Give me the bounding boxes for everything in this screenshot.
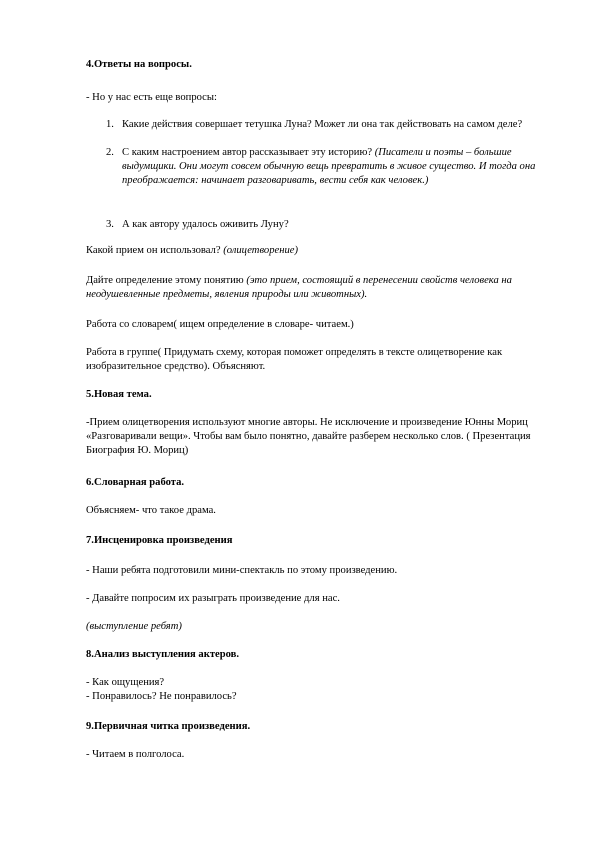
section-8-question-1: - Как ощущения? (86, 677, 165, 688)
list-item (122, 118, 554, 132)
section-5-heading: 5.Новая тема. (86, 389, 152, 400)
dictionary-paragraph: Работа со словарем( ищем определение в словаре- читаем.) (86, 319, 354, 330)
section-8-heading: 8.Анализ выступления актеров. (86, 649, 240, 660)
definition-paragraph (86, 274, 556, 302)
list-item-text: Какие действия совершает тетушка Луна? Может ли она так действовать на самом деле? (122, 119, 523, 130)
section-6-text: Объясняем- что такое драма. (86, 505, 216, 516)
section-9-text: - Читаем в полголоса. (86, 749, 185, 760)
definition-answer: (это прием, состоящий в перенесении свойств человека на неодушевленные предметы, явления природы или животных). (86, 275, 512, 300)
groupwork-paragraph: Работа в группе( Придумать схему, которая поможет определять в тексте олицетворение как изобразительное средство). Объясняют. (86, 347, 503, 372)
device-question (86, 244, 556, 258)
section-7-note: (выступление ребят) (86, 621, 182, 632)
list-item (122, 146, 554, 188)
device-question-text: Какой прием он использовал? (86, 245, 224, 256)
list-item-number: 3. (106, 219, 114, 230)
section-6-heading: 6.Словарная работа. (86, 477, 185, 488)
section-9-heading: 9.Первичная читка произведения. (86, 721, 251, 732)
list-item (122, 218, 554, 232)
list-item-number: 2. (106, 147, 114, 158)
section-7-text-2: - Давайте попросим их разыграть произведение для нас. (86, 593, 340, 604)
device-answer: (олицетворение) (223, 245, 298, 256)
section-7-text-1: - Наши ребята подготовили мини-спектакль по этому произведению. (86, 565, 398, 576)
section-4-heading: 4.Ответы на вопросы. (86, 59, 192, 70)
list-item-text: А как автору удалось оживить Луну? (122, 219, 289, 230)
section-8-question-2: - Понравилось? Не понравилось? (86, 691, 237, 702)
list-item-text: С каким настроением автор рассказывает эту историю? (122, 147, 375, 158)
section-5-text: -Прием олицетворения используют многие авторы. Не исключение и произведение Юнны Мориц «Разговаривали вещи». Чтобы вам было понятно, давайте разберем несколько слов. ( Презентация Биография Ю. Мориц) (86, 417, 531, 456)
definition-text: Дайте определение этому понятию (86, 275, 247, 286)
list-item-number: 1. (106, 119, 114, 130)
section-4-intro: - Но у нас есть еще вопросы: (86, 92, 217, 103)
section-7-heading: 7.Инсценировка произведения (86, 535, 233, 546)
list-item-emphasis: (Писатели и поэты – большие выдумщики. Они могут совсем обычную вещь превратить в живое существо. И тогда она преображается: начинает разговаривать, вести себя как человек.) (122, 147, 536, 186)
